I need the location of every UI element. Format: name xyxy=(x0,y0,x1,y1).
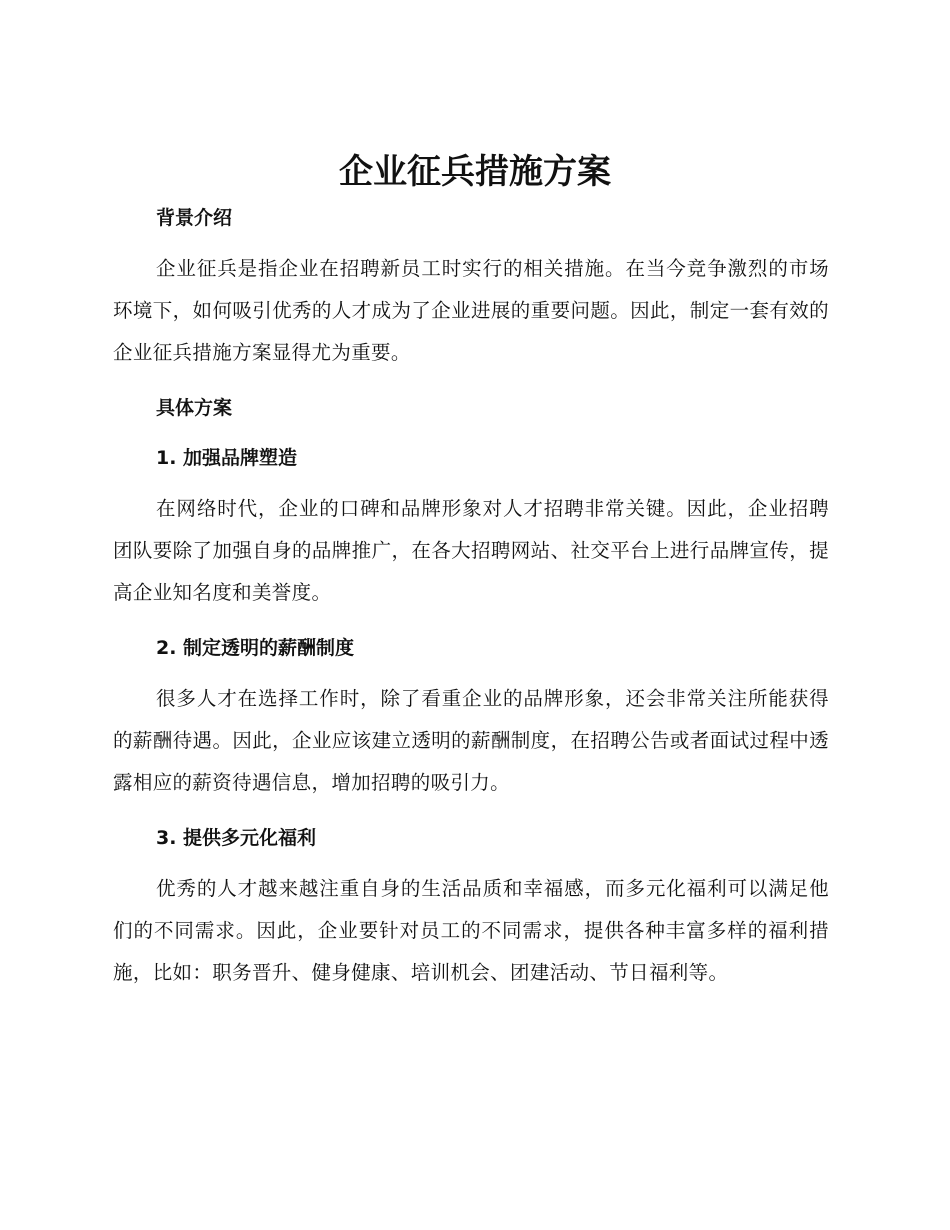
section-heading-welfare: 3. 提供多元化福利 xyxy=(156,827,317,849)
section-heading-salary: 2. 制定透明的薪酬制度 xyxy=(156,637,355,659)
section-paragraph-brand: 在网络时代，企业的口碑和品牌形象对人才招聘非常关键。因此，企业招聘团队要除了加强自身的品牌推广，在各大招聘网站、社交平台上进行品牌宣传，提高企业知名度和美誉度。 xyxy=(113,497,829,604)
section-heading-brand: 1. 加强品牌塑造 xyxy=(156,447,298,469)
section-paragraph-background: 企业征兵是指企业在招聘新员工时实行的相关措施。在当今竞争激烈的市场环境下，如何吸引优秀的人才成为了企业进展的重要问题。因此，制定一套有效的企业征兵措施方案显得尤为重要。 xyxy=(113,257,829,364)
document-body xyxy=(113,198,829,994)
section-heading-plan: 具体方案 xyxy=(156,397,233,419)
section-paragraph-salary: 很多人才在选择工作时，除了看重企业的品牌形象，还会非常关注所能获得的薪酬待遇。因此，企业应该建立透明的薪酬制度，在招聘公告或者面试过程中透露相应的薪资待遇信息，增加招聘的吸引力。 xyxy=(113,687,829,794)
section-paragraph-welfare: 优秀的人才越来越注重自身的生活品质和幸福感，而多元化福利可以满足他们的不同需求。因此，企业要针对员工的不同需求，提供各种丰富多样的福利措施，比如：职务晋升、健身健康、培训机会、团建活动、节日福利等。 xyxy=(113,877,829,984)
section-heading-background: 背景介绍 xyxy=(156,207,233,229)
document-title: 企业征兵措施方案 xyxy=(339,152,611,192)
